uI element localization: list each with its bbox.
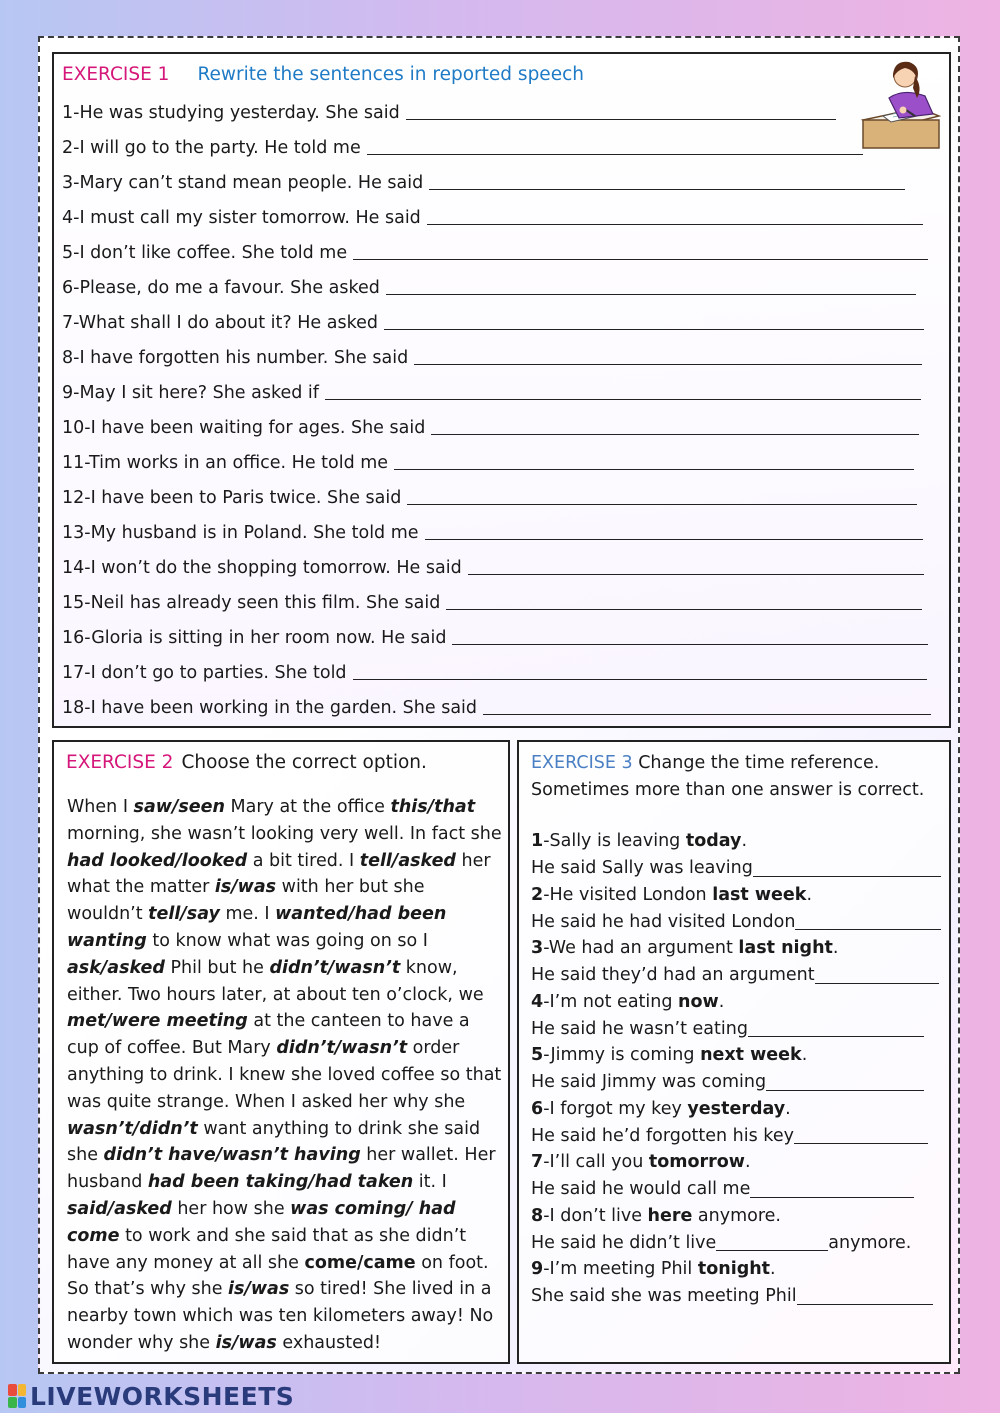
exercise1-header	[62, 64, 584, 85]
list-item: 15-Neil has already seen this film. She said	[62, 583, 942, 618]
answer-line[interactable]	[414, 342, 922, 365]
exercise2-label: EXERCISE 2	[66, 752, 174, 773]
list-item: 1-Sally is leaving today. He said Sally was leaving	[531, 828, 946, 882]
option-choice[interactable]: was coming/ had come	[67, 1198, 456, 1246]
exercise3-instruction: Change the time reference.	[632, 753, 880, 773]
option-choice[interactable]: met/were meeting	[67, 1011, 248, 1032]
answer-line[interactable]	[429, 167, 905, 190]
option-choice[interactable]: ask/asked	[67, 957, 165, 978]
list-item: 6-Please, do me a favour. She asked	[62, 268, 942, 303]
list-item: 5-I don’t like coffee. She told me	[62, 233, 942, 268]
list-item: 9-May I sit here? She asked if	[62, 373, 942, 408]
answer-line[interactable]	[468, 552, 924, 575]
exercise3-header	[531, 750, 946, 804]
list-item: 18-I have been working in the garden. She said	[62, 688, 942, 723]
answer-line[interactable]	[753, 858, 941, 877]
exercise2-box	[52, 740, 510, 1364]
list-item: 17-I don’t go to parties. She told	[62, 653, 942, 688]
option-choice[interactable]: said/asked	[67, 1198, 172, 1219]
answer-line[interactable]	[716, 1232, 828, 1251]
list-item: 6-I forgot my key yesterday. He said he’d forgotten his key	[531, 1096, 946, 1150]
option-choice[interactable]: tell/asked	[359, 850, 456, 871]
list-item: 3-We had an argument last night. He said they’d had an argument	[531, 935, 946, 989]
answer-line[interactable]	[794, 1125, 928, 1144]
answer-line[interactable]	[353, 657, 927, 680]
list-item: 5-Jimmy is coming next week. He said Jimmy was coming	[531, 1042, 946, 1096]
answer-line[interactable]	[795, 911, 941, 930]
exercise1-instruction: Rewrite the sentences in reported speech	[197, 64, 584, 85]
answer-line[interactable]	[394, 447, 914, 470]
answer-line[interactable]	[407, 482, 917, 505]
logo-icon	[8, 1384, 26, 1408]
list-item: 4-I’m not eating now. He said he wasn’t eating	[531, 989, 946, 1043]
option-choice[interactable]: had looked/looked	[67, 850, 248, 871]
list-item: 1-He was studying yesterday. She said	[62, 93, 942, 128]
list-item: 14-I won’t do the shopping tomorrow. He said	[62, 548, 942, 583]
answer-line[interactable]	[797, 1286, 933, 1305]
answer-line[interactable]	[406, 97, 836, 120]
exercise1-box	[52, 52, 951, 728]
list-item: 16-Gloria is sitting in her room now. He said	[62, 618, 942, 653]
exercise3-note: Sometimes more than one answer is correct.	[531, 780, 925, 800]
option-choice[interactable]: wasn’t/didn’t	[67, 1118, 198, 1139]
answer-line[interactable]	[815, 965, 939, 984]
answer-line[interactable]	[353, 237, 928, 260]
liveworksheets-logo	[8, 1382, 294, 1410]
option-choice[interactable]: come/came	[304, 1252, 416, 1273]
answer-line[interactable]	[483, 692, 931, 715]
list-item: 7-I’ll call you tomorrow. He said he would call me	[531, 1149, 946, 1203]
list-item: 8-I have forgotten his number. She said	[62, 338, 942, 373]
exercise2-instruction: Choose the correct option.	[181, 752, 427, 773]
answer-line[interactable]	[452, 622, 928, 645]
answer-line[interactable]	[446, 587, 922, 610]
option-choice[interactable]: tell/say	[148, 904, 220, 925]
option-choice[interactable]: saw/seen	[133, 797, 225, 817]
option-choice[interactable]: wanted/had been wanting	[67, 904, 447, 951]
option-choice[interactable]: this/that	[390, 797, 476, 817]
answer-line[interactable]	[427, 202, 923, 225]
answer-line[interactable]	[425, 517, 923, 540]
exercise3-list	[531, 828, 946, 1310]
answer-line[interactable]	[325, 377, 921, 400]
list-item: 13-My husband is in Poland. She told me	[62, 513, 942, 548]
list-item: 4-I must call my sister tomorrow. He said	[62, 198, 942, 233]
list-item: 7-What shall I do about it? He asked	[62, 303, 942, 338]
exercise1-label: EXERCISE 1	[62, 64, 170, 85]
option-choice[interactable]: is/was	[215, 1332, 277, 1353]
exercise3-label: EXERCISE 3	[531, 753, 633, 773]
list-item: 3-Mary can’t stand mean people. He said	[62, 163, 942, 198]
list-item: 8-I don’t live here anymore. He said he didn’t live anymore.	[531, 1205, 912, 1253]
list-item: 11-Tim works in an office. He told me	[62, 443, 942, 478]
list-item: 10-I have been waiting for ages. She said	[62, 408, 942, 443]
option-choice[interactable]: didn’t/wasn’t	[269, 957, 401, 978]
answer-line[interactable]	[750, 1179, 914, 1198]
answer-line[interactable]	[386, 272, 916, 295]
option-choice[interactable]: didn’t have/wasn’t having	[103, 1145, 361, 1166]
answer-line[interactable]	[766, 1072, 924, 1091]
option-choice[interactable]: had been taking/had taken	[147, 1172, 414, 1193]
list-item: 9-I’m meeting Phil tonight. She said she was meeting Phil	[531, 1256, 946, 1310]
answer-line[interactable]	[748, 1018, 924, 1037]
exercise3-box	[517, 740, 951, 1364]
exercise2-passage: When I saw/seen Mary at the office this/that morning, she wasn’t looking very well. In fact she had looked/looked a bit tired. I tell/asked her what the matter is/was with her but she wouldn’t tell/say me. I wanted/had been wanting to know what was going on so I ask/asked Phil but he didn’t/wasn’t know, either. Two hours later, at about ten o’clock, we met/were meeting at the canteen to have a cup of coffee. But Mary didn’t/wasn’t order anything to drink. I knew she loved coffee so that was quite strange. When I asked her why she wasn’t/didn’t want anything to drink she said she didn’t have/wasn’t having her wallet. Her husband had been taking/had taken it. I said/asked her how she was coming/ had come to work and she said that as she didn’t have any money at all she come/came on foot. So that’s why she is/was so tired! She lived in a nearby town which was ten kilometers away! No wonder why she is/was exhausted!	[67, 797, 502, 1353]
list-item: 2-I will go to the party. He told me	[62, 128, 942, 163]
list-item: 12-I have been to Paris twice. She said	[62, 478, 942, 513]
exercise2-header	[66, 752, 427, 773]
exercise1-list	[62, 93, 942, 723]
list-item: 2-He visited London last week. He said he had visited London	[531, 882, 946, 936]
answer-line[interactable]	[367, 132, 863, 155]
logo-text: LIVEWORKSHEETS	[30, 1381, 295, 1411]
option-choice[interactable]: is/was	[228, 1279, 290, 1300]
option-choice[interactable]: is/was	[214, 877, 277, 898]
answer-line[interactable]	[431, 412, 919, 435]
answer-line[interactable]	[384, 307, 924, 330]
option-choice[interactable]: didn’t/wasn’t	[276, 1038, 408, 1059]
